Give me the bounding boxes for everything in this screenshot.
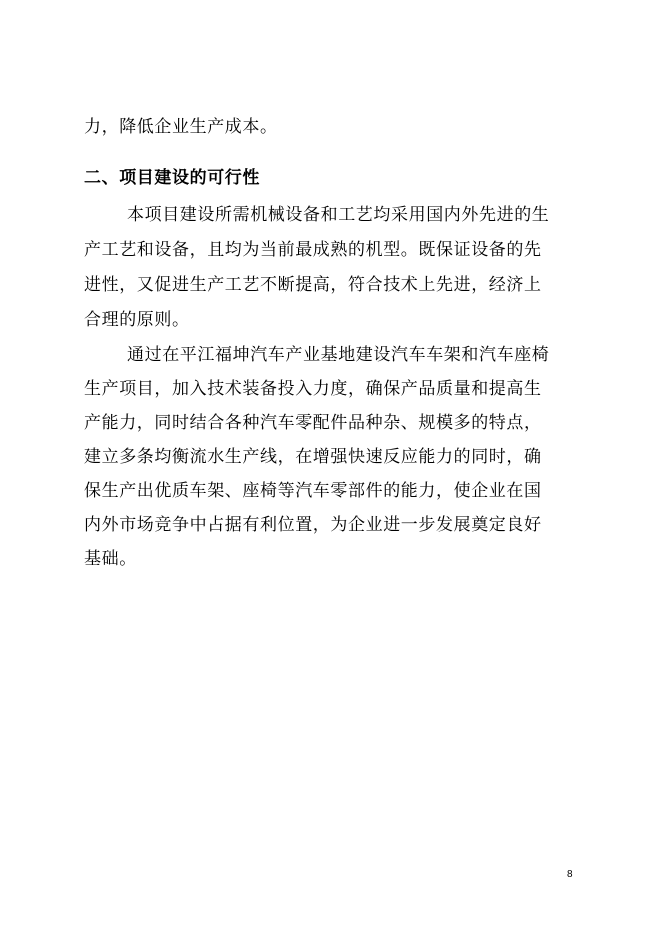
paragraph-line: 产工艺和设备，且均为当前最成熟的机型。既保证设备的先 — [84, 240, 542, 260]
paragraph-line: 通过在平江福坤汽车产业基地建设汽车车架和汽车座椅 — [127, 345, 550, 365]
section-heading: 二、项目建设的可行性 — [84, 168, 260, 188]
paragraph-line: 生产项目，加入技术装备投入力度，确保产品质量和提高生 — [84, 379, 542, 399]
paragraph-line: 保生产出优质车架、座椅等汽车零部件的能力，使企业在国 — [84, 481, 542, 501]
paragraph-line: 基础。 — [84, 549, 137, 569]
paragraph-line: 进性，又促进生产工艺不断提高，符合技术上先进，经济上 — [84, 275, 542, 295]
intro-line: 力，降低企业生产成本。 — [84, 117, 278, 137]
paragraph-line: 产能力，同时结合各种汽车零配件品种杂、规模多的特点， — [84, 413, 542, 433]
paragraph-line: 本项目建设所需机械设备和工艺均采用国内外先进的生 — [127, 205, 550, 225]
paragraph-line: 建立多条均衡流水生产线，在增强快速反应能力的同时，确 — [84, 447, 542, 467]
page-number: 8 — [567, 869, 573, 880]
paragraph-line: 合理的原则。 — [84, 310, 190, 330]
paragraph-line: 内外市场竞争中占据有利位置，为企业进一步发展奠定良好 — [84, 515, 542, 535]
